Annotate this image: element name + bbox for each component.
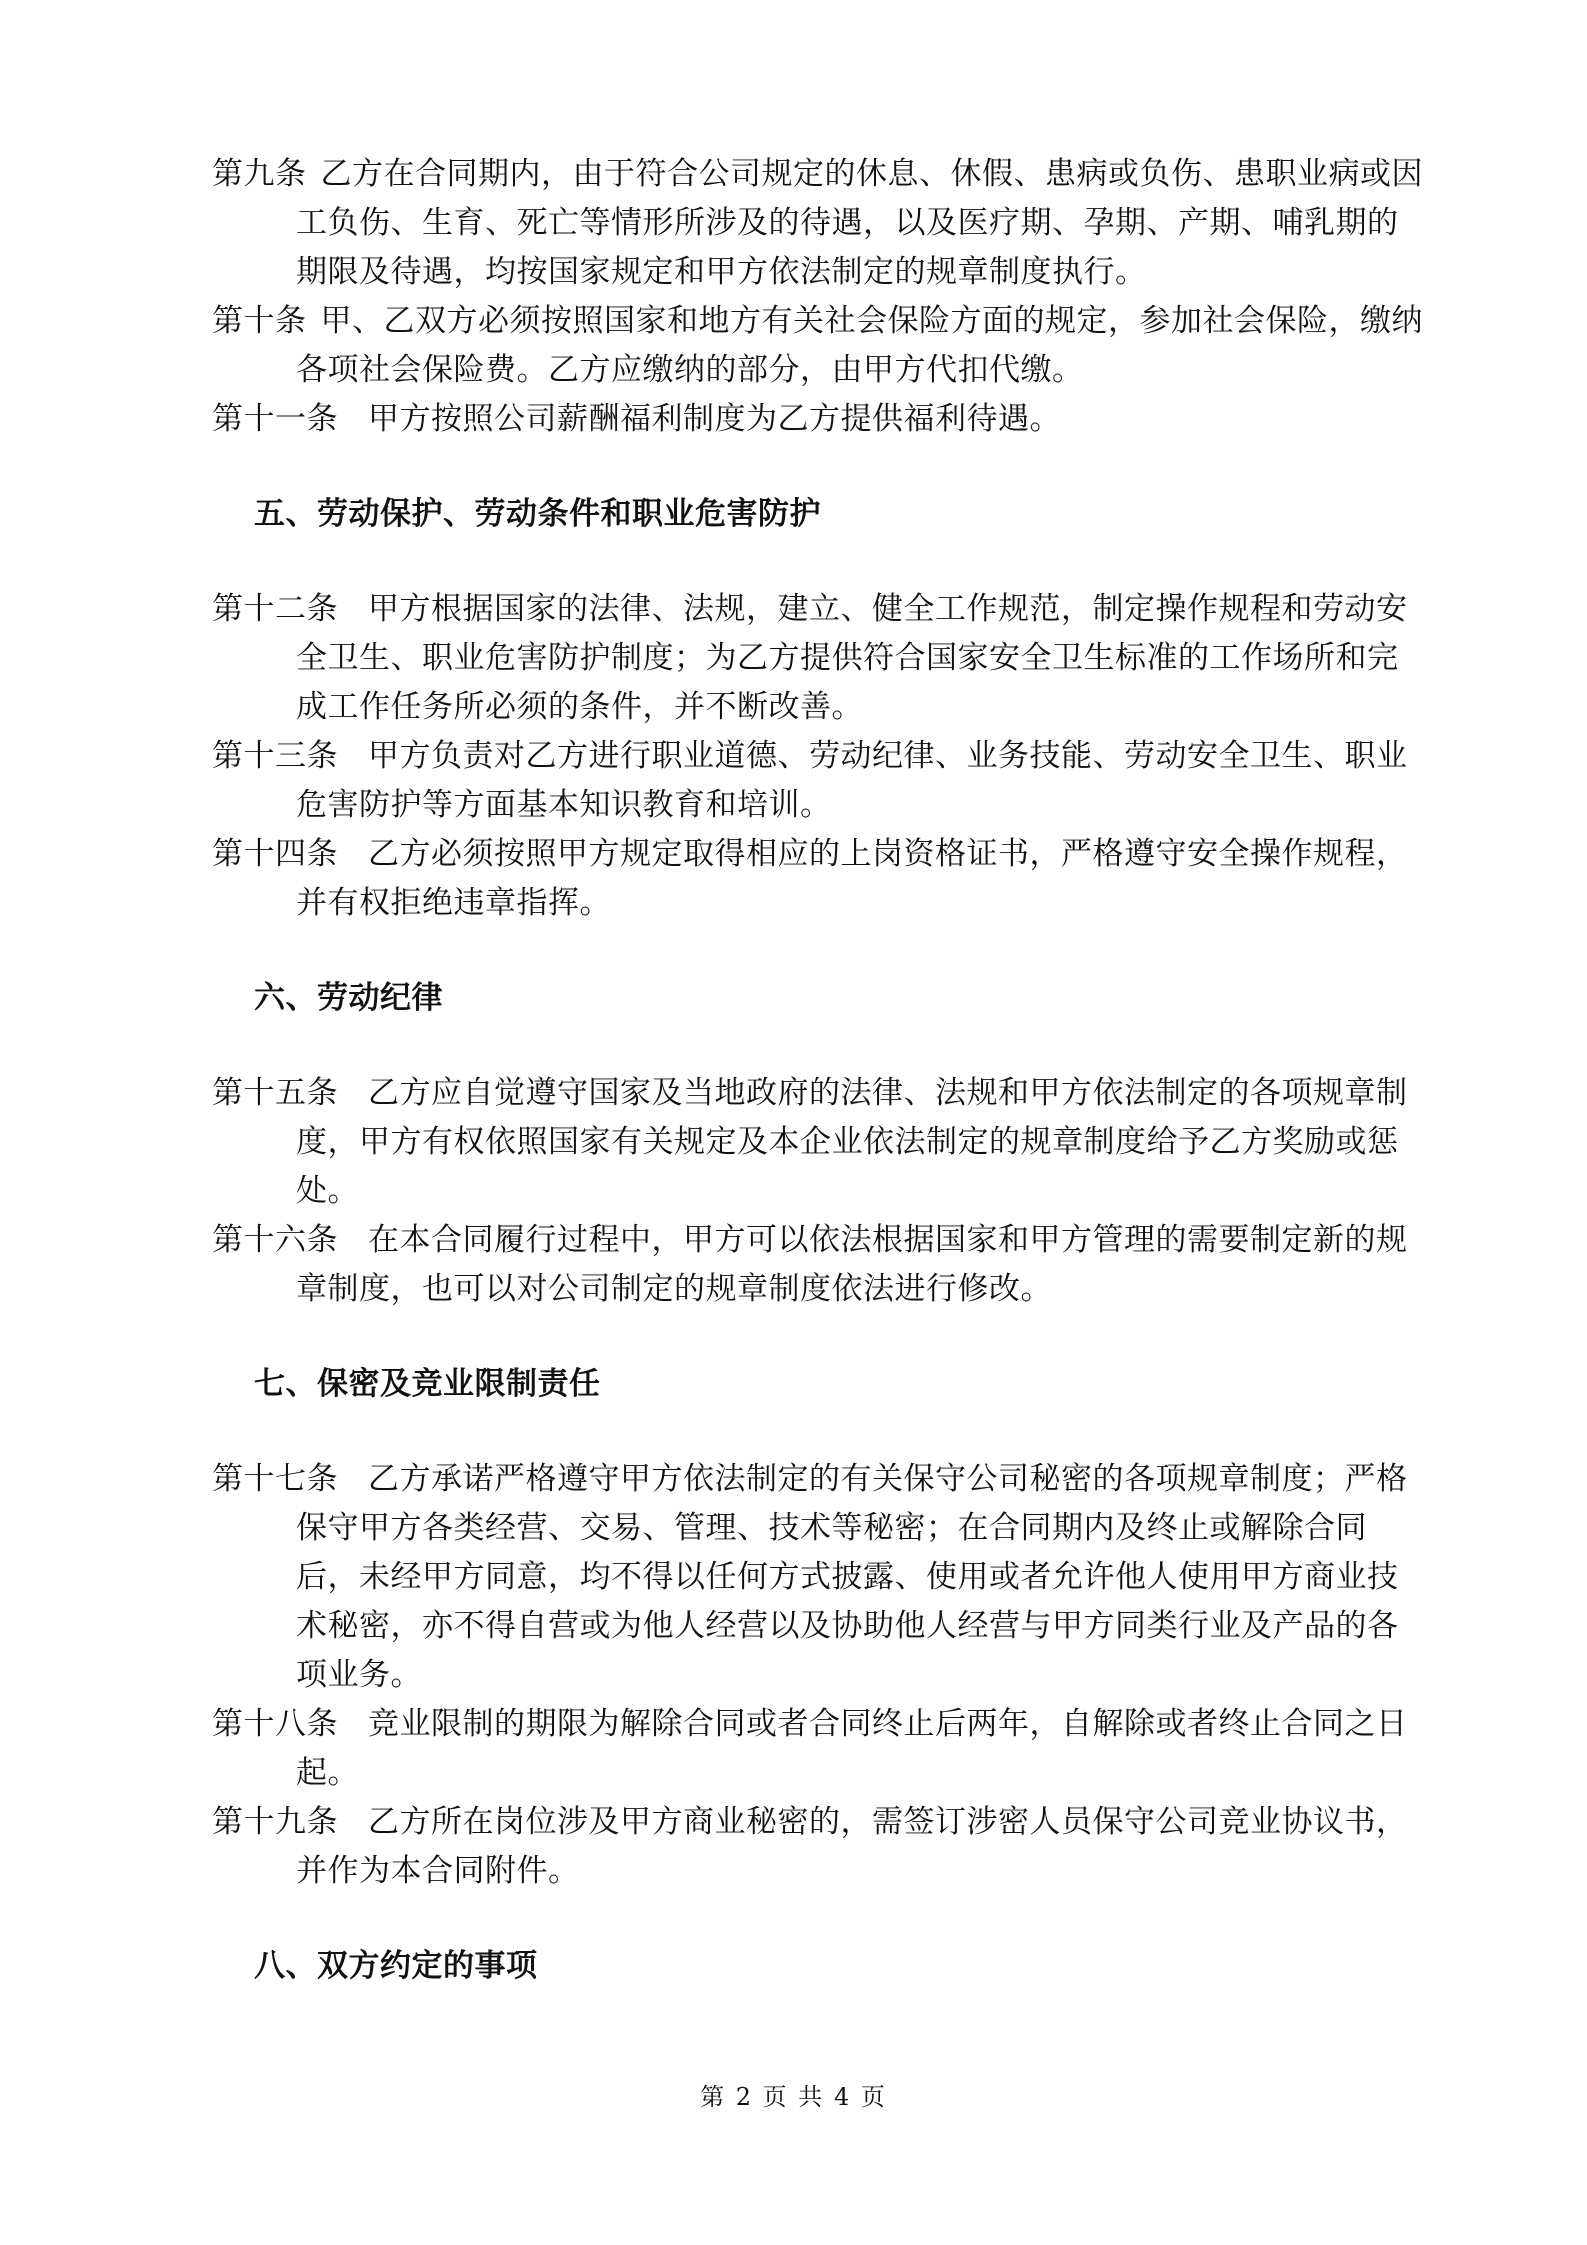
article-18 [212,1700,1429,1798]
article-number: 第十八条 [212,1706,338,1742]
article-text: 甲方负责对乙方进行职业道德、劳动纪律、业务技能、劳动安全卫生、职业危害防护等方面基本知识教育和培训。 [296,738,1408,823]
article-number: 第十二条 [212,591,338,627]
section-heading-5: 五、劳动保护、劳动条件和职业危害防护 [254,496,821,532]
document-body [212,150,1429,1991]
page-footer [0,2082,1587,2112]
page-number-label: 第 2 页 共 4 页 [700,2083,887,2111]
article-text: 乙方必须按照甲方规定取得相应的上岗资格证书，严格遵守安全操作规程，并有权拒绝违章指挥。 [296,836,1408,921]
section-heading-8: 八、双方约定的事项 [254,1948,538,1984]
section-heading-7: 七、保密及竞业限制责任 [254,1366,601,1402]
article-13 [212,732,1429,830]
article-number: 第十九条 [212,1804,338,1840]
article-text: 甲方按照公司薪酬福利制度为乙方提供福利待遇。 [368,401,1061,437]
section-heading-6: 六、劳动纪律 [254,980,443,1016]
article-16 [212,1216,1429,1314]
article-text: 乙方在合同期内，由于符合公司规定的休息、休假、患病或负伤、患职业病或因工负伤、生育、死亡等情形所涉及的待遇，以及医疗期、孕期、产期、哺乳期的期限及待遇，均按国家规定和甲方依法制定的规章制度执行。 [296,156,1423,290]
article-text: 乙方所在岗位涉及甲方商业秘密的，需签订涉密人员保守公司竞业协议书，并作为本合同附件。 [296,1804,1408,1889]
article-number: 第十三条 [212,738,338,774]
article-text: 在本合同履行过程中，甲方可以依法根据国家和甲方管理的需要制定新的规章制度，也可以对公司制定的规章制度依法进行修改。 [296,1222,1408,1307]
article-19 [212,1798,1429,1896]
article-15 [212,1069,1429,1216]
article-14 [212,830,1429,928]
article-number: 第十一条 [212,401,338,437]
article-number: 第十条 [212,303,307,339]
article-number: 第十五条 [212,1075,338,1111]
article-text: 竞业限制的期限为解除合同或者合同终止后两年，自解除或者终止合同之日起。 [296,1706,1408,1791]
article-10 [212,297,1429,395]
article-text: 甲、乙双方必须按照国家和地方有关社会保险方面的规定，参加社会保险，缴纳各项社会保险费。乙方应缴纳的部分，由甲方代扣代缴。 [296,303,1423,388]
article-text: 乙方应自觉遵守国家及当地政府的法律、法规和甲方依法制定的各项规章制度，甲方有权依照国家有关规定及本企业依法制定的规章制度给予乙方奖励或惩处。 [296,1075,1408,1209]
article-text: 乙方承诺严格遵守甲方依法制定的有关保守公司秘密的各项规章制度；严格保守甲方各类经营、交易、管理、技术等秘密；在合同期内及终止或解除合同后，未经甲方同意，均不得以任何方式披露、使用或者允许他人使用甲方商业技术秘密，亦不得自营或为他人经营以及协助他人经营与甲方同类行业及产品的各项业务。 [296,1461,1408,1693]
article-text: 甲方根据国家的法律、法规，建立、健全工作规范，制定操作规程和劳动安全卫生、职业危害防护制度；为乙方提供符合国家安全卫生标准的工作场所和完成工作任务所必须的条件，并不断改善。 [296,591,1408,725]
article-number: 第十七条 [212,1461,338,1497]
article-number: 第十四条 [212,836,338,872]
article-9 [212,150,1429,297]
article-11 [212,395,1429,444]
article-number: 第九条 [212,156,307,192]
article-12 [212,585,1429,732]
article-17 [212,1455,1429,1700]
article-number: 第十六条 [212,1222,338,1258]
